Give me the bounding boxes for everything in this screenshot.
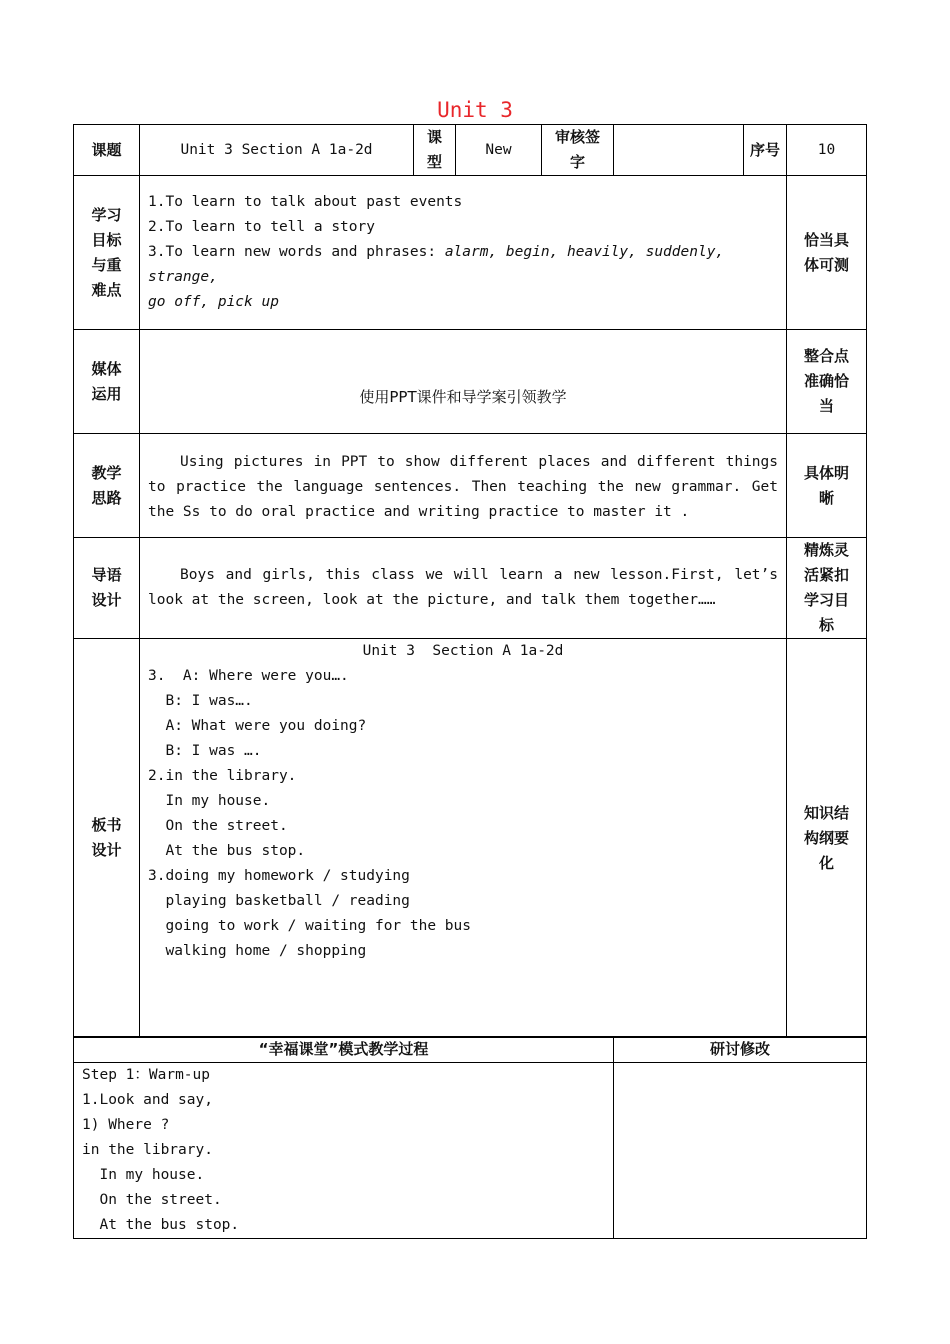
board-content — [140, 639, 787, 1038]
process-line: 1) Where ? — [82, 1117, 170, 1133]
type-value: New — [456, 125, 542, 176]
process-line: in the library. — [82, 1142, 213, 1158]
seq-value: 10 — [787, 125, 867, 176]
board-line: 2.in the library. — [148, 768, 297, 784]
goals-content — [140, 176, 787, 330]
type-label: 课型 — [414, 125, 456, 176]
process-table — [73, 1036, 867, 1239]
board-line: going to work / waiting for the bus — [148, 918, 472, 934]
board-line: B: I was …. — [148, 743, 262, 759]
lesson-plan-table — [73, 124, 867, 1038]
goals-label: 学习目标与重难点 — [74, 176, 140, 330]
review-label: 审核签字 — [542, 125, 614, 176]
intro-note: 精炼灵活紧扣学习目标 — [787, 538, 867, 639]
goal-line-4: go off, pick up — [148, 294, 279, 310]
process-line: On the street. — [82, 1192, 222, 1208]
goal-line-2: 2.To learn to tell a story — [148, 219, 375, 235]
process-line: 1.Look and say, — [82, 1092, 213, 1108]
process-content — [74, 1063, 614, 1239]
board-line: On the street. — [148, 818, 288, 834]
board-line: 3. A: Where were you…. — [148, 668, 349, 684]
board-line: 3.doing my homework / studying — [148, 868, 410, 884]
board-line: In my house. — [148, 793, 271, 809]
approach-label: 教学思路 — [74, 434, 140, 538]
process-line: At the bus stop. — [82, 1217, 240, 1233]
media-note: 整合点准确恰当 — [787, 330, 867, 434]
media-content: 使用PPT课件和导学案引领教学 — [140, 330, 787, 434]
approach-content: Using pictures in PPT to show different places and different things to practice the language sentences. Then teaching the new grammar. Get the Ss to do oral practice and writing practice to master it . — [140, 434, 787, 538]
goals-note: 恰当具体可测 — [787, 176, 867, 330]
board-label: 板书设计 — [74, 639, 140, 1038]
board-line: At the bus stop. — [148, 843, 306, 859]
seq-label: 序号 — [744, 125, 787, 176]
process-line: In my house. — [82, 1167, 205, 1183]
process-line: Step 1：Warm-up — [82, 1067, 210, 1083]
approach-note: 具体明晰 — [787, 434, 867, 538]
revise-label: 研讨修改 — [614, 1037, 867, 1063]
goal-line-1: 1.To learn to talk about past events — [148, 194, 463, 210]
page-title: Unit 3 — [437, 98, 513, 122]
review-value — [614, 125, 744, 176]
board-heading: Unit 3 Section A 1a-2d — [362, 643, 564, 659]
board-note: 知识结构纲要化 — [787, 639, 867, 1038]
media-label: 媒体运用 — [74, 330, 140, 434]
board-line: playing basketball / reading — [148, 893, 410, 909]
board-line: walking home / shopping — [148, 943, 367, 959]
intro-label: 导语设计 — [74, 538, 140, 639]
intro-content: Boys and girls, this class we will learn a new lesson.First, let’s look at the screen, look at the picture, and talk them together…… — [140, 538, 787, 639]
board-line: A: What were you doing? — [148, 718, 367, 734]
topic-label: 课题 — [74, 125, 140, 176]
board-line: B: I was…. — [148, 693, 253, 709]
goal-line-3: 3.To learn new words and phrases: alarm, begin, heavily, suddenly, strange, — [148, 244, 725, 285]
revise-content — [614, 1063, 867, 1239]
topic-value: Unit 3 Section A 1a-2d — [140, 125, 414, 176]
process-label: “幸福课堂”模式教学过程 — [74, 1037, 614, 1063]
